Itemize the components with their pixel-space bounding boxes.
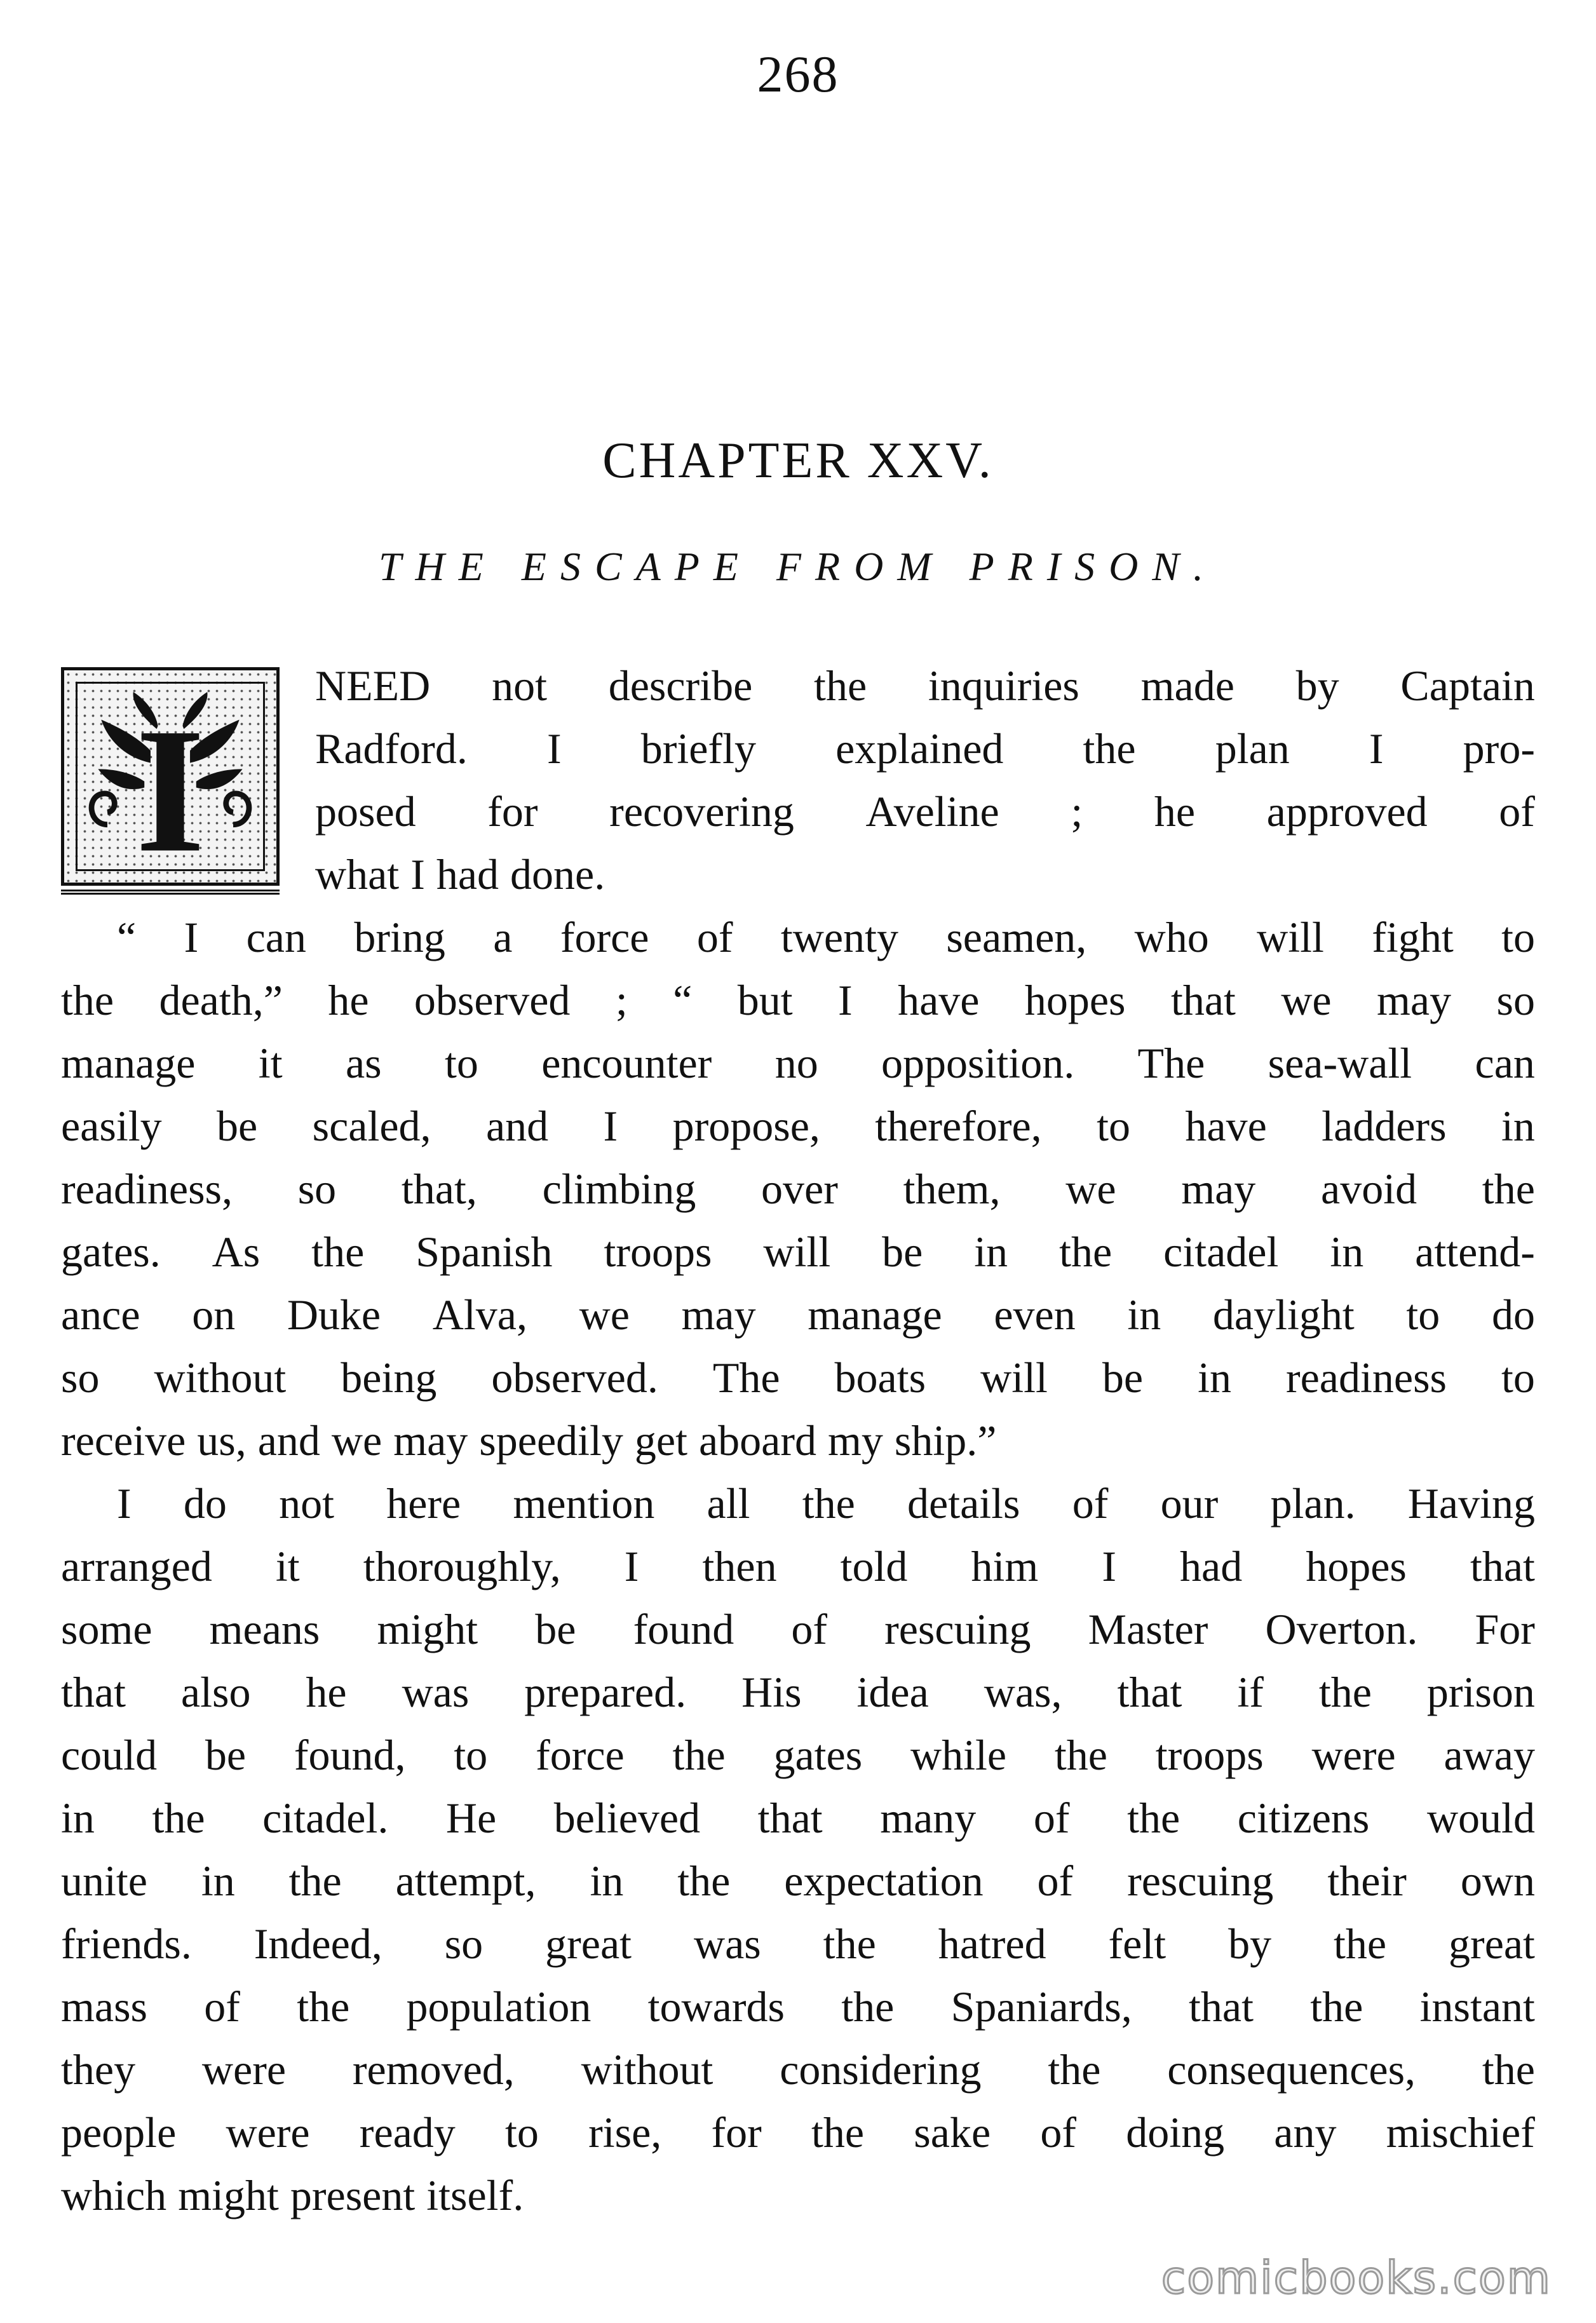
- word: of: [204, 1982, 240, 2031]
- word: to: [505, 2108, 539, 2157]
- word: aboard: [699, 1416, 817, 1465]
- word: all: [707, 1479, 750, 1527]
- word: fight: [1372, 913, 1454, 961]
- word: here: [386, 1479, 461, 1527]
- word: ;: [1071, 787, 1083, 836]
- word: be: [882, 1228, 923, 1276]
- text-line: [61, 1975, 1535, 2038]
- word: that: [1170, 976, 1236, 1024]
- word: considering: [780, 2045, 982, 2094]
- word: sake: [914, 2108, 991, 2157]
- word: Duke: [287, 1290, 381, 1339]
- word: the: [811, 2108, 865, 2157]
- word: even: [994, 1290, 1076, 1339]
- word: unite: [61, 1857, 147, 1905]
- word: that,: [401, 1165, 477, 1213]
- word: be: [535, 1605, 576, 1653]
- word: would: [1426, 1794, 1535, 1842]
- word: idea: [856, 1668, 929, 1716]
- word: the: [802, 1479, 855, 1527]
- word: the: [1048, 2045, 1101, 2094]
- word: a: [493, 913, 513, 961]
- word: seamen,: [946, 913, 1087, 961]
- word: explained: [835, 724, 1004, 773]
- word: some: [61, 1605, 152, 1653]
- word: being: [341, 1353, 437, 1402]
- text-line: [61, 1158, 1535, 1221]
- word: it: [275, 1542, 300, 1590]
- word: for: [711, 2108, 762, 2157]
- word: therefore,: [875, 1102, 1042, 1150]
- word: as: [345, 1039, 382, 1087]
- word: people: [61, 2108, 177, 2157]
- word: not: [492, 661, 547, 710]
- word: our: [1160, 1479, 1219, 1527]
- word: The: [1137, 1039, 1205, 1087]
- word: we: [1065, 1165, 1116, 1213]
- word: may: [681, 1290, 756, 1339]
- word: I: [838, 976, 853, 1024]
- word: hopes: [1024, 976, 1126, 1024]
- word: he: [1154, 787, 1196, 836]
- word: I: [117, 1479, 132, 1527]
- word: the: [1083, 724, 1136, 773]
- word: climbing: [542, 1165, 696, 1213]
- word: hatred: [938, 1920, 1046, 1968]
- word: great: [545, 1920, 632, 1968]
- word: Alva,: [432, 1290, 527, 1339]
- text-line: [61, 1850, 1535, 1913]
- word: I: [603, 1102, 618, 1150]
- word: own: [1460, 1857, 1535, 1905]
- word: also: [180, 1668, 251, 1716]
- word: have: [898, 976, 980, 1024]
- word: ladders: [1322, 1102, 1447, 1150]
- word: the: [288, 1857, 342, 1905]
- text-line: [61, 2164, 1535, 2227]
- text-line: [61, 1409, 1535, 1472]
- text-line: [61, 1221, 1535, 1283]
- word: force: [536, 1731, 625, 1779]
- word: that: [61, 1668, 126, 1716]
- word: in: [201, 1857, 235, 1905]
- word: attempt,: [395, 1857, 536, 1905]
- word: Spanish: [416, 1228, 553, 1276]
- word: prepared.: [524, 1668, 687, 1716]
- word: troops: [1155, 1731, 1264, 1779]
- word: might: [178, 2171, 279, 2219]
- word: twenty: [780, 913, 898, 961]
- word: ready: [359, 2108, 456, 2157]
- watermark-text: comicbooks.com: [1161, 2252, 1552, 2304]
- word: we: [331, 1416, 382, 1465]
- word: of: [696, 913, 733, 961]
- text-line: [61, 1598, 1535, 1661]
- word: readiness,: [61, 1165, 233, 1213]
- word: I: [1102, 1542, 1116, 1590]
- word: the: [1310, 1982, 1363, 2031]
- word: the: [1482, 2045, 1535, 2094]
- word: consequences,: [1167, 2045, 1416, 2094]
- word: For: [1475, 1605, 1535, 1653]
- word: were: [201, 2045, 287, 2094]
- text-line: [61, 780, 1535, 843]
- word: approved: [1266, 787, 1428, 836]
- word: the: [1059, 1228, 1112, 1276]
- word: may: [1181, 1165, 1256, 1213]
- word: observed: [414, 976, 571, 1024]
- word: felt: [1108, 1920, 1167, 1968]
- word: get: [634, 1416, 687, 1465]
- word: gates: [773, 1731, 863, 1779]
- word: without: [581, 2045, 713, 2094]
- chapter-title: CHAPTER XXV.: [602, 433, 994, 489]
- word: away: [1444, 1731, 1535, 1779]
- text-line: [61, 2101, 1535, 2164]
- word: The: [712, 1353, 780, 1402]
- word: “: [117, 913, 137, 961]
- word: of: [1072, 1479, 1109, 1527]
- word: gates.: [61, 1228, 161, 1276]
- word: and: [485, 1102, 549, 1150]
- word: their: [1327, 1857, 1407, 1905]
- word: manage: [61, 1039, 196, 1087]
- word: be: [1102, 1353, 1144, 1402]
- text-line: [61, 1535, 1535, 1598]
- word: citadel: [1163, 1228, 1279, 1276]
- word: I: [410, 850, 425, 898]
- word: to: [1406, 1290, 1440, 1339]
- word: in: [61, 1794, 95, 1842]
- word: by: [1228, 1920, 1272, 1968]
- word: “: [673, 976, 693, 1024]
- word: NEED: [315, 661, 431, 710]
- word: the: [823, 1920, 876, 1968]
- word: citizens: [1237, 1794, 1370, 1842]
- word: Aveline: [865, 787, 999, 836]
- word: so: [444, 1920, 484, 1968]
- word: the: [297, 1982, 350, 2031]
- text-line: [61, 1346, 1535, 1409]
- chapter-body: [61, 654, 1535, 2227]
- word: while: [910, 1731, 1007, 1779]
- word: posed: [315, 787, 416, 836]
- word: boats: [834, 1353, 926, 1402]
- word: might: [377, 1605, 478, 1653]
- word: speedily: [479, 1416, 623, 1465]
- word: was,: [984, 1668, 1062, 1716]
- word: inquiries: [928, 661, 1079, 710]
- text-line: [61, 654, 1535, 717]
- word: found: [633, 1605, 734, 1653]
- word: the: [311, 1228, 365, 1276]
- word: the: [677, 1857, 731, 1905]
- word: of: [1499, 787, 1535, 836]
- text-line: [61, 843, 1535, 906]
- word: opposition.: [881, 1039, 1075, 1087]
- text-line: [61, 2038, 1535, 2101]
- word: mass: [61, 1982, 147, 2031]
- word: hopes: [1306, 1542, 1407, 1590]
- word: will: [1257, 913, 1324, 961]
- word: may: [393, 1416, 468, 1465]
- text-line: [61, 1472, 1535, 1535]
- word: of: [1037, 1857, 1074, 1905]
- word: mischief: [1386, 2108, 1535, 2157]
- word: and: [257, 1416, 320, 1465]
- word: great: [1449, 1920, 1535, 1968]
- word: had: [436, 850, 499, 898]
- word: Overton.: [1265, 1605, 1418, 1653]
- word: sea-wall: [1268, 1039, 1412, 1087]
- word: they: [61, 2045, 136, 2094]
- word: I: [624, 1542, 639, 1590]
- word: be: [217, 1102, 258, 1150]
- text-line: [61, 717, 1535, 780]
- word: in: [590, 1857, 624, 1905]
- word: instant: [1419, 1982, 1535, 2031]
- word: can: [246, 913, 306, 961]
- word: without: [154, 1353, 287, 1402]
- word: will: [980, 1353, 1048, 1402]
- word: receive: [61, 1416, 186, 1465]
- drop-cap-letter-text: I: [135, 691, 205, 883]
- word: the: [1482, 1165, 1535, 1213]
- word: the: [61, 976, 114, 1024]
- word: mention: [513, 1479, 655, 1527]
- word: he: [328, 976, 369, 1024]
- word: easily: [61, 1102, 162, 1150]
- word: force: [560, 913, 649, 961]
- word: pro-: [1463, 724, 1535, 773]
- word: the: [152, 1794, 205, 1842]
- text-line: [61, 1724, 1535, 1787]
- page-number: 268: [757, 45, 839, 103]
- word: on: [192, 1290, 236, 1339]
- word: for: [487, 787, 538, 836]
- word: Captain: [1400, 661, 1535, 710]
- word: have: [1185, 1102, 1267, 1150]
- word: recovering: [609, 787, 794, 836]
- text-line: [61, 1661, 1535, 1724]
- word: could: [61, 1731, 158, 1779]
- word: of: [1033, 1794, 1070, 1842]
- word: we: [579, 1290, 630, 1339]
- word: friends.: [61, 1920, 192, 1968]
- word: so: [1496, 976, 1535, 1024]
- word: rescuing: [884, 1605, 1031, 1653]
- word: ance: [61, 1290, 140, 1339]
- word: Radford.: [315, 724, 468, 773]
- word: the: [1318, 1668, 1372, 1716]
- word: in: [1501, 1102, 1535, 1150]
- word: to: [1097, 1102, 1130, 1150]
- word: prison: [1426, 1668, 1535, 1716]
- word: in: [1127, 1290, 1161, 1339]
- word: in: [1198, 1353, 1231, 1402]
- word: to: [454, 1731, 488, 1779]
- word: observed.: [491, 1353, 658, 1402]
- word: the: [672, 1731, 726, 1779]
- word: daylight: [1212, 1290, 1355, 1339]
- word: towards: [647, 1982, 785, 2031]
- word: believed: [553, 1794, 701, 1842]
- word: scaled,: [312, 1102, 431, 1150]
- word: the: [1334, 1920, 1387, 1968]
- word: of: [791, 1605, 827, 1653]
- word: expectation: [784, 1857, 984, 1905]
- word: found,: [294, 1731, 406, 1779]
- word: were: [1311, 1731, 1396, 1779]
- word: present: [290, 2171, 416, 2219]
- word: in: [974, 1228, 1008, 1276]
- word: rescuing: [1127, 1857, 1274, 1905]
- word: Having: [1407, 1479, 1535, 1527]
- word: thoroughly,: [363, 1542, 561, 1590]
- text-line: [61, 1095, 1535, 1158]
- word: that: [1117, 1668, 1182, 1716]
- word: no: [774, 1039, 818, 1087]
- text-line: [61, 906, 1535, 969]
- word: him: [971, 1542, 1039, 1590]
- word: ship.”: [894, 1416, 997, 1465]
- text-line: [61, 1913, 1535, 1975]
- word: the: [841, 1982, 895, 2031]
- word: population: [406, 1982, 592, 2031]
- word: done.: [510, 850, 605, 898]
- word: readiness: [1285, 1353, 1447, 1402]
- word: the: [814, 661, 867, 710]
- word: so: [297, 1165, 337, 1213]
- word: be: [205, 1731, 247, 1779]
- text-line: [61, 969, 1535, 1032]
- word: attend-: [1415, 1228, 1535, 1276]
- word: we: [1281, 976, 1332, 1024]
- word: to: [1501, 1353, 1535, 1402]
- word: to: [444, 1039, 478, 1087]
- word: told: [840, 1542, 908, 1590]
- word: over: [761, 1165, 838, 1213]
- word: then: [702, 1542, 777, 1590]
- chapter-subtitle: THE ESCAPE FROM PRISON.: [378, 544, 1218, 589]
- word: if: [1237, 1668, 1264, 1716]
- word: them,: [903, 1165, 1001, 1213]
- word: manage: [808, 1290, 942, 1339]
- word: which: [61, 2171, 167, 2219]
- word: Spaniards,: [950, 1982, 1132, 2031]
- word: by: [1295, 661, 1339, 710]
- word: I: [546, 724, 562, 773]
- word: arranged: [61, 1542, 212, 1590]
- word: means: [209, 1605, 320, 1653]
- word: the: [1054, 1731, 1107, 1779]
- word: was: [402, 1668, 470, 1716]
- word: avoid: [1321, 1165, 1417, 1213]
- word: do: [1491, 1290, 1535, 1339]
- word: can: [1475, 1039, 1535, 1087]
- word: removed,: [352, 2045, 515, 2094]
- word: troops: [604, 1228, 712, 1276]
- word: rise,: [588, 2108, 662, 2157]
- word: doing: [1126, 2108, 1225, 2157]
- word: ;: [615, 976, 628, 1024]
- word: encounter: [541, 1039, 712, 1087]
- word: Indeed,: [254, 1920, 382, 1968]
- word: made: [1140, 661, 1234, 710]
- word: in: [1330, 1228, 1364, 1276]
- word: Master: [1088, 1605, 1208, 1653]
- word: but: [737, 976, 793, 1024]
- text-line: [61, 1032, 1535, 1095]
- word: details: [907, 1479, 1020, 1527]
- word: citadel.: [262, 1794, 389, 1842]
- word: that: [757, 1794, 823, 1842]
- word: that: [1189, 1982, 1254, 2031]
- word: itself.: [426, 2171, 524, 2219]
- word: so: [61, 1353, 100, 1402]
- word: describe: [608, 661, 753, 710]
- word: I: [184, 913, 199, 961]
- word: it: [258, 1039, 283, 1087]
- word: many: [880, 1794, 977, 1842]
- word: my: [828, 1416, 883, 1465]
- word: His: [741, 1668, 802, 1716]
- word: were: [226, 2108, 310, 2157]
- text-line: [61, 1787, 1535, 1850]
- word: of: [1040, 2108, 1076, 2157]
- word: that: [1470, 1542, 1535, 1590]
- word: had: [1180, 1542, 1243, 1590]
- word: may: [1377, 976, 1452, 1024]
- word: to: [1501, 913, 1535, 961]
- word: will: [763, 1228, 831, 1276]
- word: briefly: [640, 724, 756, 773]
- word: do: [183, 1479, 227, 1527]
- word: was: [693, 1920, 761, 1968]
- word: not: [279, 1479, 334, 1527]
- word: who: [1134, 913, 1209, 961]
- word: He: [445, 1794, 497, 1842]
- word: us,: [197, 1416, 247, 1465]
- word: plan: [1215, 724, 1290, 773]
- word: death,”: [159, 976, 283, 1024]
- word: the: [1127, 1794, 1180, 1842]
- word: any: [1274, 2108, 1337, 2157]
- word: bring: [354, 913, 445, 961]
- word: plan.: [1270, 1479, 1356, 1527]
- word: propose,: [672, 1102, 820, 1150]
- word: he: [306, 1668, 347, 1716]
- word: As: [212, 1228, 260, 1276]
- text-line: [61, 1283, 1535, 1346]
- word: I: [1369, 724, 1384, 773]
- word: what: [315, 850, 400, 898]
